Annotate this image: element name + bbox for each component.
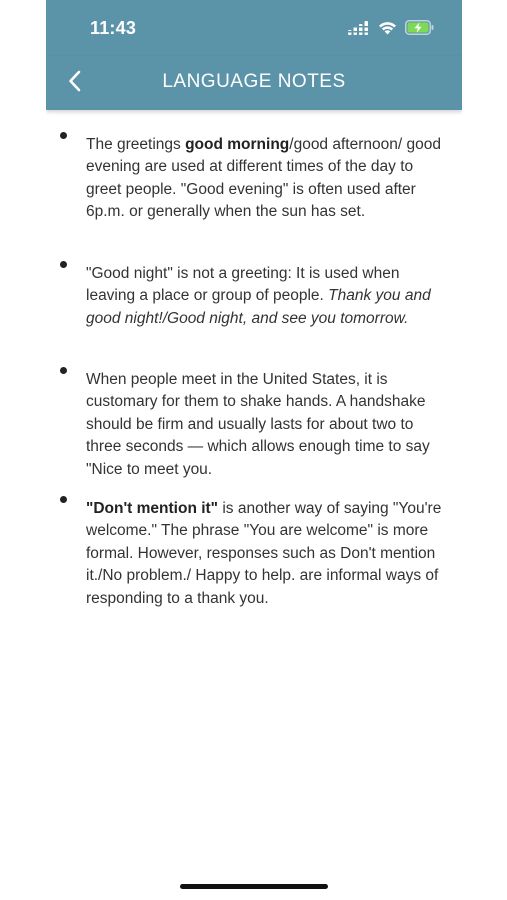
- home-indicator[interactable]: [180, 884, 328, 889]
- status-icons: [348, 20, 434, 40]
- navigation-bar: [46, 56, 462, 110]
- note-item: The greetings good morning/good afternoon/ good evening are used at different times of the day to greet people. "Good evening" is often used after 6p.m. or generally when the sun has set.: [86, 136, 441, 221]
- phone-screen: [46, 0, 462, 900]
- wifi-icon: [378, 21, 397, 40]
- cellular-signal-icon: [348, 21, 370, 40]
- battery-charging-icon: [405, 20, 434, 40]
- bullet-dot: [60, 261, 67, 268]
- bullet-dot: [60, 367, 67, 374]
- page-title: LANGUAGE NOTES: [162, 71, 346, 92]
- bullet-dot: [60, 132, 67, 139]
- status-time: 11:43: [90, 18, 137, 38]
- note-item: "Don't mention it" is another way of saying "You're welcome." The phrase "You are welcome" is more formal. However, responses such as Don't mention it./No problem./ Happy to help. are informal ways of responding to a thank you.: [86, 500, 442, 607]
- note-item: "Good night" is not a greeting: It is used when leaving a place or group of people. Thank you and good night!/Good night, and see you tomorrow.: [86, 265, 431, 327]
- status-bar: [46, 0, 462, 56]
- note-item: When people meet in the United States, it is customary for them to shake hands. A handshake should be firm and usually lasts for about two to three seconds — which allows enough time to say "Nice to meet you.: [86, 371, 430, 478]
- bullet-dot: [60, 496, 67, 503]
